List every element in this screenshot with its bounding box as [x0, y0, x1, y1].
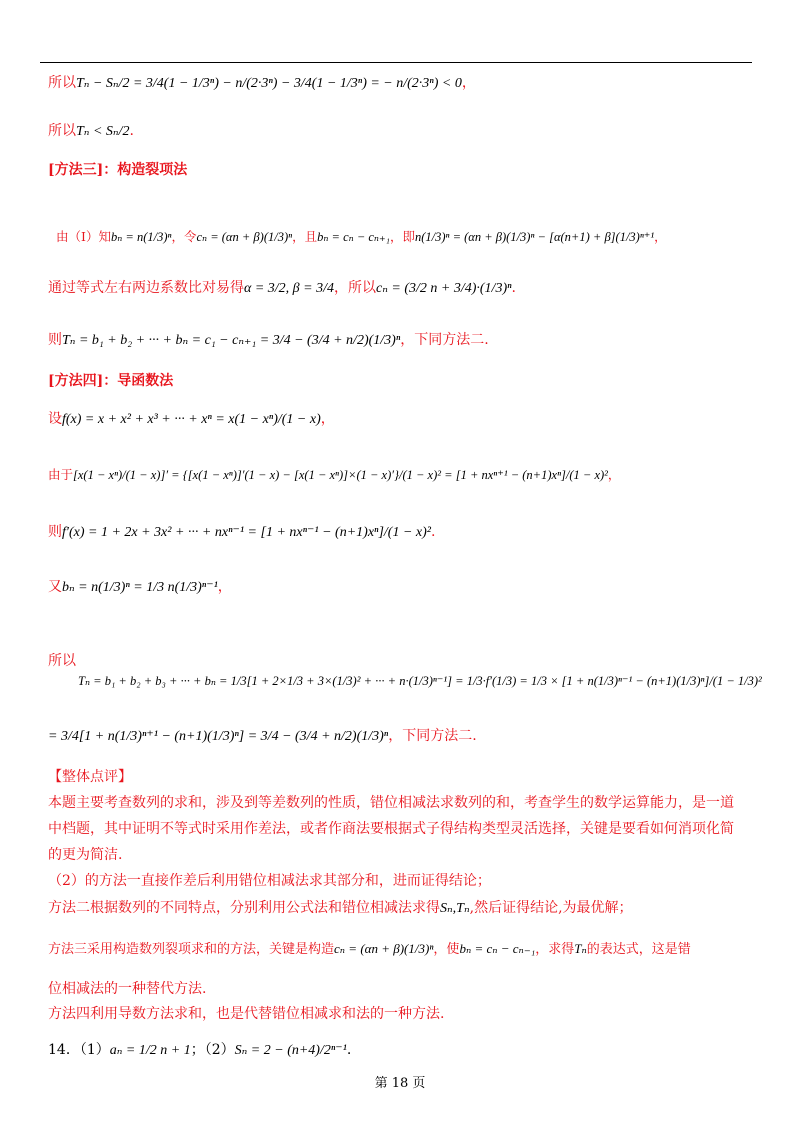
formula: aₙ = 1/2 n + 1: [109, 1043, 191, 1058]
line-tail: .: [129, 123, 134, 139]
line-text: 14．（1）: [48, 1042, 110, 1058]
review-paragraph-line: （2）的方法一直接作差后利用错位相减法求其部分和，进而证得结论；: [48, 873, 491, 889]
formula: bₙ = n(1/3)ⁿ: [110, 230, 172, 244]
formula: n(1/3)ⁿ = (αn + β)(1/3)ⁿ − [α(n+1) + β](1/3)ⁿ⁺¹: [414, 230, 655, 244]
line-12: [48, 652, 76, 670]
line-text: 则: [48, 524, 62, 540]
line-1: [48, 74, 476, 93]
review-paragraph-line: [48, 940, 691, 959]
line-tail: ,然后证得结论,为最优解；: [469, 900, 633, 916]
line-tail: ，: [607, 467, 621, 482]
line-6: [48, 331, 489, 350]
line-text: ；（2）: [190, 1042, 235, 1058]
formula: f(x) = x + x² + x³ + ··· + xⁿ = x(1 − xⁿ)/(1 − x): [62, 412, 321, 427]
formula: α = 3/2, β = 3/4: [244, 281, 334, 296]
line-tail: .: [511, 280, 516, 296]
line-text: 所以: [48, 653, 76, 669]
line-text: 又: [48, 579, 62, 595]
line-9: [48, 466, 620, 484]
formula: cₙ = (3/2 n + 3/4)·(1/3)ⁿ: [376, 281, 512, 296]
formula: [x(1 − xⁿ)/(1 − x)]′ = {[x(1 − xⁿ)]′(1 − x) − [x(1 − xⁿ)]×(1 − x)′}/(1 − x)² = [1 + nxⁿ⁺¹ − (n+1)xⁿ]/(1 − x)²: [73, 468, 608, 482]
review-paragraph-line: 的更为简洁.: [48, 847, 123, 863]
line-5: [48, 279, 516, 298]
review-paragraph-line: 本题主要考查数列的求和，涉及到等差数列的性质，错位相减法求数列的和，考查学生的数学运算能力，是一道: [48, 795, 734, 811]
formula: Tₙ = b₁ + b₂ + b₃ + ··· + bₙ = 1/3[1 + 2×1/3 + 3×(1/3)² + ··· + n·(1/3)ⁿ⁻¹] = 1/3·f′(1/3) = 1/3 × [1 + n(1/3)ⁿ⁻¹ − (n+1)(1/3)ⁿ]/(1 − 1/3)²: [78, 674, 762, 688]
formula: Tₙ = b₁ + b₂ + ··· + bₙ = c₁ − cₙ₊₁ = 3/4 − (3/4 + n/2)(1/3)ⁿ: [62, 333, 401, 348]
formula: cₙ = (αn + β)(1/3)ⁿ: [196, 230, 293, 244]
header-rule: [40, 62, 752, 63]
line-text: 方法三采用构造数列裂项求和的方法，关键是构造: [48, 942, 335, 957]
formula: bₙ = cₙ − cₙ₊₁: [317, 230, 390, 244]
review-paragraph-line: [48, 899, 633, 918]
line-text: ，令: [171, 229, 197, 244]
line-text: 方法二根据数列的不同特点，分别利用公式法和错位相减法求得: [48, 900, 440, 916]
review-paragraph-line: 方法四利用导数方法求和，也是代替错位相减求和法的一种方法.: [48, 1006, 445, 1022]
line-text: 则: [48, 332, 62, 348]
formula: Tₙ − Sₙ/2 = 3/4(1 − 1/3ⁿ) − n/(2·3ⁿ) − 3/4(1 − 1/3ⁿ) = − n/(2·3ⁿ) < 0: [76, 76, 462, 91]
section-heading-method-4: [方法四]：导函数法: [48, 373, 174, 389]
formula: f′(x) = 1 + 2x + 3x² + ··· + nxⁿ⁻¹ = [1 + nxⁿ⁻¹ − (n+1)xⁿ]/(1 − x)²: [62, 525, 431, 540]
line-13: [78, 672, 762, 690]
line-text: 通过等式左右两边系数比对易得: [48, 280, 244, 296]
line-text: 所以: [48, 123, 76, 139]
line-8: [48, 410, 335, 429]
line-tail: ，: [654, 229, 667, 244]
line-text: ，且: [292, 229, 318, 244]
line-tail: 的表达式，这是错: [586, 942, 691, 957]
formula: cₙ = (αn + β)(1/3)ⁿ: [334, 941, 434, 956]
line-text: 设: [48, 411, 62, 427]
formula: bₙ = cₙ − cₙ₋₁: [459, 941, 536, 956]
line-tail: .: [346, 1042, 352, 1058]
review-paragraph-line: 位相减法的一种替代方法.: [48, 981, 207, 997]
formula: Sₙ = 2 − (n+4)/2ⁿ⁻¹: [234, 1043, 347, 1058]
line-text: ，即: [389, 229, 415, 244]
line-tail: ，下同方法二.: [388, 728, 477, 744]
answer-14: [48, 1041, 351, 1060]
line-text: ，所以: [334, 280, 376, 296]
line-tail: ，: [320, 411, 335, 427]
line-2: [48, 122, 134, 141]
review-heading: 【整体点评】: [48, 769, 132, 785]
review-paragraph-line: 中档题，其中证明不等式时采用作差法，或者作商法要根据式子得结构类型灵活选择，关键是要看如何消项化简: [48, 821, 734, 837]
line-text: 所以: [48, 75, 76, 91]
line-tail: .: [430, 524, 436, 540]
line-10: [48, 523, 435, 542]
line-text: 由（Ⅰ）知: [56, 229, 111, 244]
line-11: [48, 578, 232, 597]
formula: Sₙ,Tₙ: [440, 901, 470, 916]
line-text: ，求得: [535, 942, 575, 957]
line-4: [56, 228, 667, 246]
formula: Tₙ < Sₙ/2: [76, 124, 130, 139]
line-tail: ，: [217, 579, 232, 595]
line-tail: ，: [461, 75, 476, 91]
line-14: [48, 727, 477, 746]
formula: = 3/4[1 + n(1/3)ⁿ⁺¹ − (n+1)(1/3)ⁿ] = 3/4 − (3/4 + n/2)(1/3)ⁿ: [48, 729, 389, 744]
line-text: ，使: [433, 942, 460, 957]
page-number: 第 18 页: [374, 1076, 426, 1091]
formula: bₙ = n(1/3)ⁿ = 1/3 n(1/3)ⁿ⁻¹: [62, 580, 218, 595]
section-heading-method-3: [方法三]：构造裂项法: [48, 162, 188, 178]
formula: Tₙ: [574, 941, 587, 956]
line-text: 由于: [48, 467, 74, 482]
line-tail: ，下同方法二.: [400, 332, 489, 348]
